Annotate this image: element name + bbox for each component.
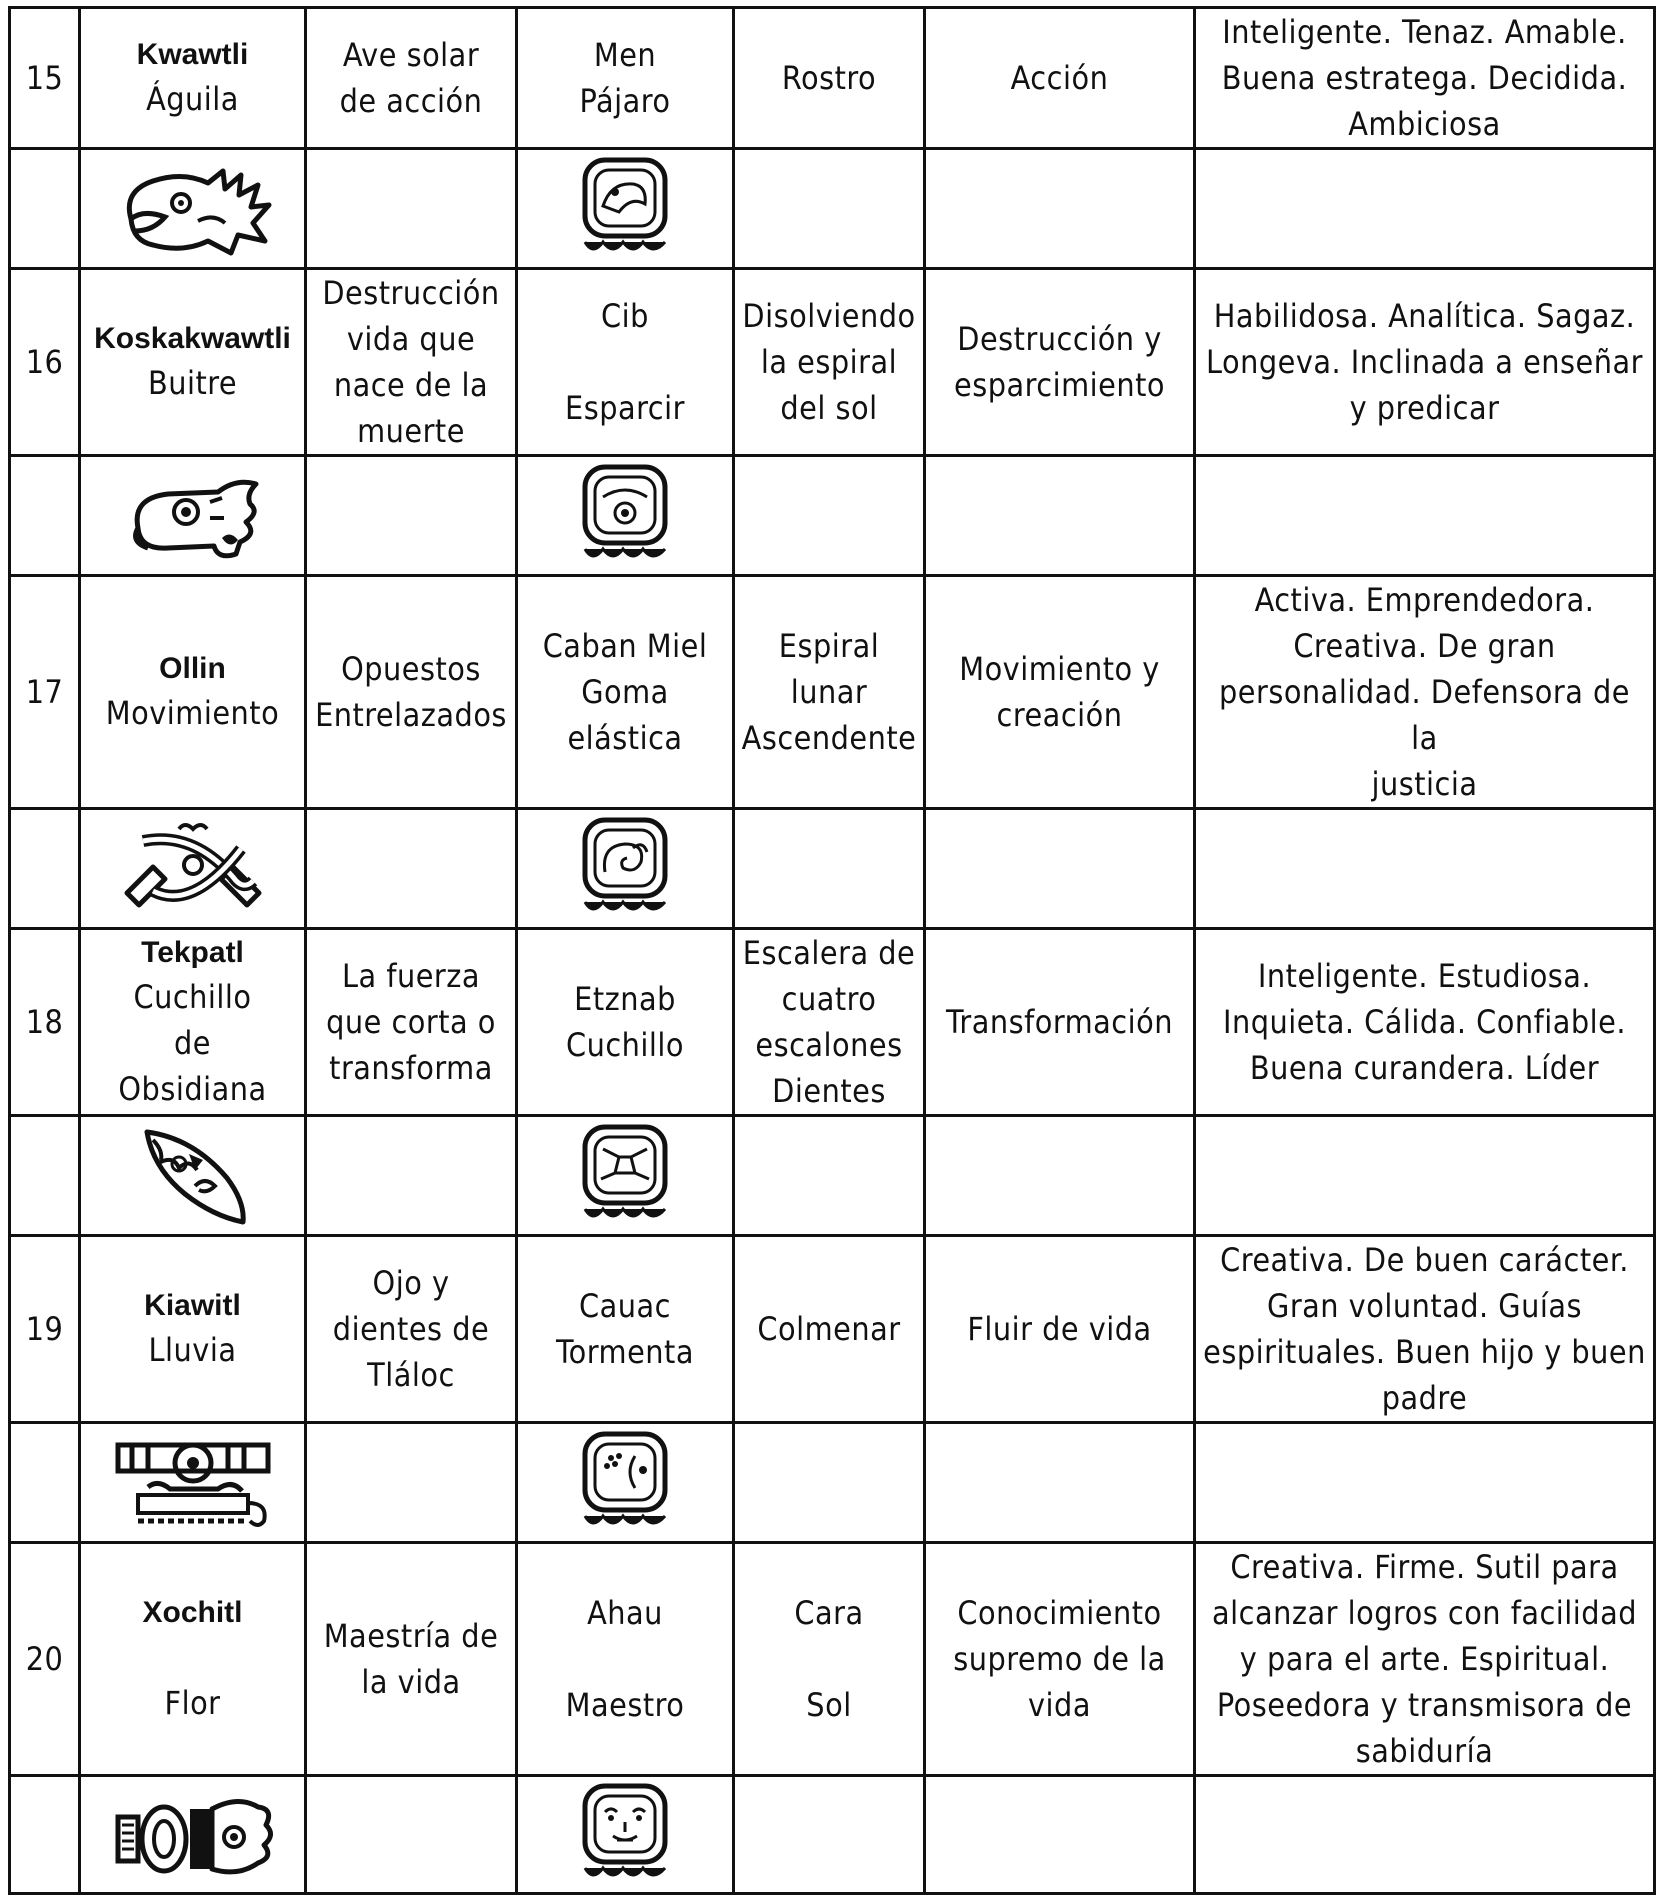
accion-cell: Fluir de vida [925,1236,1195,1423]
glyph-row [10,1116,1655,1236]
rostro-cell: Escalera de cuatro escalones Dientes [734,929,925,1116]
cib-day-sign-glyph [517,456,734,576]
concept-cell: Opuestos Entrelazados [306,576,517,809]
accion-cell: Conocimiento supremo de la vida [925,1543,1195,1776]
concept-cell: Ojo y dientes de Tláloc [306,1236,517,1423]
ahau-day-sign-glyph [517,1776,734,1894]
caracter-cell: Inteligente. Tenaz. Amable. Buena estratega. Decidida. Ambiciosa [1195,8,1655,149]
cauac-day-sign-glyph [517,1423,734,1543]
day-number: 16 [10,269,80,456]
maya-name-cell: Ahau Maestro [517,1543,734,1776]
nahuatl-name: Ollin Movimiento [80,576,306,809]
maya-name-cell: Cauac Tormenta [517,1236,734,1423]
accion-cell: Transformación [925,929,1195,1116]
tlaloc-rain-glyph [80,1423,306,1543]
maya-name-cell: Caban Miel Goma elástica [517,576,734,809]
nahuatl-name: Kiawitl Lluvia [80,1236,306,1423]
men-day-sign-glyph [517,149,734,269]
caracter-cell: Habilidosa. Analítica. Sagaz. Longeva. Inclinada a enseñar y predicar [1195,269,1655,456]
vulture-head-glyph [80,456,306,576]
glyph-row [10,1776,1655,1894]
glyph-row [10,149,1655,269]
rostro-cell: Colmenar [734,1236,925,1423]
concept-cell: Maestría de la vida [306,1543,517,1776]
caracter-cell: Activa. Emprendedora. Creativa. De gran personalidad. Defensora de la justicia [1195,576,1655,809]
table-row [10,1543,1655,1776]
concept-cell: La fuerza que corta o transforma [306,929,517,1116]
caban-day-sign-glyph [517,809,734,929]
rostro-cell: Rostro [734,8,925,149]
table-row [10,269,1655,456]
eagle-head-glyph [80,149,306,269]
caracter-cell: Creativa. Firme. Sutil para alcanzar logros con facilidad y para el arte. Espiritual. Poseedora y transmisora de sabiduría [1195,1543,1655,1776]
ollin-movement-glyph [80,809,306,929]
accion-cell: Destrucción y esparcimiento [925,269,1195,456]
flint-knife-glyph [80,1116,306,1236]
caracter-cell: Creativa. De buen carácter. Gran voluntad. Guías espirituales. Buen hijo y buen padre [1195,1236,1655,1423]
rostro-cell: Espiral lunar Ascendente [734,576,925,809]
glyph-row [10,809,1655,929]
nahuatl-name: Kwawtli Águila [80,8,306,149]
rostro-cell: Cara Sol [734,1543,925,1776]
maya-name-cell: Men Pájaro [517,8,734,149]
day-number: 19 [10,1236,80,1423]
accion-cell: Movimiento y creación [925,576,1195,809]
table-row [10,929,1655,1116]
rostro-cell: Disolviendo la espiral del sol [734,269,925,456]
day-number: 17 [10,576,80,809]
day-number: 15 [10,8,80,149]
nahuatl-name: Tekpatl Cuchillo de Obsidiana [80,929,306,1116]
table-row [10,576,1655,809]
caracter-cell: Inteligente. Estudiosa. Inquieta. Cálida. Confiable. Buena curandera. Líder [1195,929,1655,1116]
nahuatl-name: Xochitl Flor [80,1543,306,1776]
table-row [10,8,1655,149]
concept-cell: Ave solar de acción [306,8,517,149]
flower-glyph [80,1776,306,1894]
day-signs-table [8,6,1656,1895]
concept-cell: Destrucción vida que nace de la muerte [306,269,517,456]
accion-cell: Acción [925,8,1195,149]
maya-name-cell: Cib Esparcir [517,269,734,456]
day-number: 18 [10,929,80,1116]
glyph-row [10,456,1655,576]
glyph-row [10,1423,1655,1543]
day-number: 20 [10,1543,80,1776]
etznab-day-sign-glyph [517,1116,734,1236]
nahuatl-name: Koskakwawtli Buitre [80,269,306,456]
table-row [10,1236,1655,1423]
maya-name-cell: Etznab Cuchillo [517,929,734,1116]
